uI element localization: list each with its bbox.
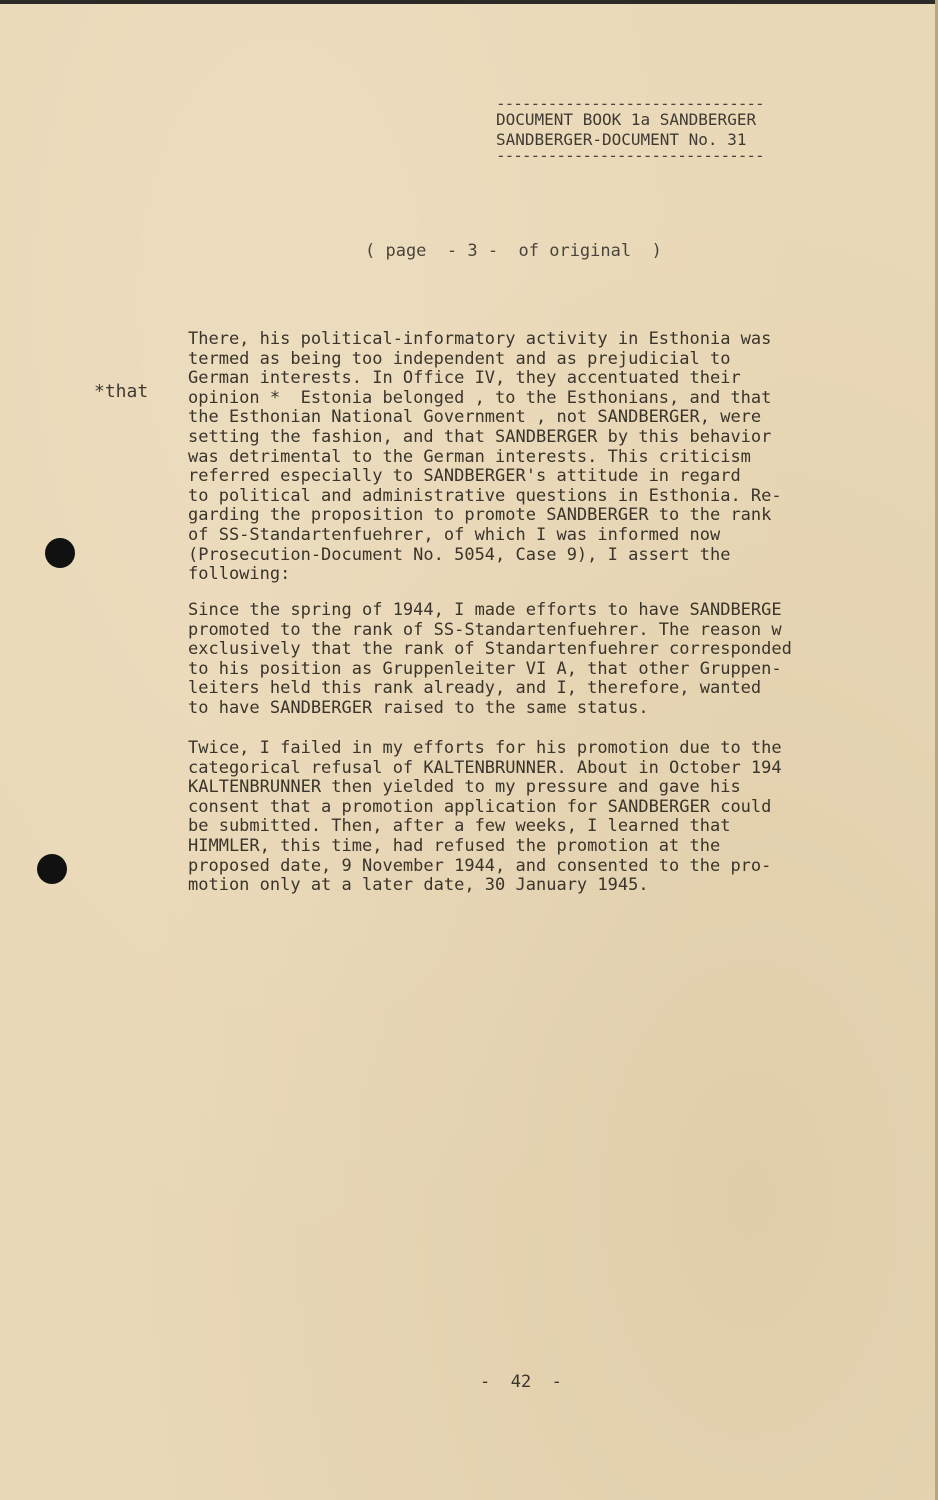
- punch-hole: [37, 854, 67, 884]
- page-top-edge: [0, 0, 938, 4]
- header-rule-bottom: -------------------------------: [496, 150, 764, 162]
- header-line-1: DOCUMENT BOOK 1a SANDBERGER: [496, 110, 757, 129]
- header-line-2: SANDBERGER-DOCUMENT No. 31: [496, 130, 747, 149]
- margin-note: *that: [94, 381, 149, 402]
- paragraph-1: There, his political-informatory activity in Esthonia was termed as being too independent and as prejudicial to German interests. In Office IV, they accentuated their opinion * Estonia belonged , to the Esthonians, and that the Esthonian National Government , not SANDBERGER, were setting the fashion, and that SANDBERGER by this behavior was detrimental to the German interests. This criticism referred especially to SANDBERGER's attitude in regard to political and administrative questions in Esthonia. Re- garding the proposition to promote SANDBERGER to the rank of SS-Standartenfuehrer, of which I was informed now (Prosecution-Document No. 5054, Case 9), I assert the following:: [188, 329, 782, 585]
- page-number: - 42 -: [480, 1372, 562, 1392]
- header-rule-top: -------------------------------: [496, 98, 764, 110]
- paragraph-2: Since the spring of 1944, I made efforts to have SANDBERGE promoted to the rank of SS-Standartenfuehrer. The reason w exclusively that the rank of Standartenfuehrer corresponded to his position as Gruppenleiter VI A, that other Gruppen- leiters held this rank already, and I, therefore, wanted to have SANDBERGER raised to the same status.: [188, 600, 792, 718]
- paragraph-3: Twice, I failed in my efforts for his promotion due to the categorical refusal of KALTENBRUNNER. About in October 194 KALTENBRUNNER then yielded to my pressure and gave his consent that a promotion application for SANDBERGER could be submitted. Then, after a few weeks, I learned that HIMMLER, this time, had refused the promotion at the proposed date, 9 November 1944, and consented to the pro- motion only at a later date, 30 January 1945.: [188, 738, 782, 896]
- document-header: [496, 98, 818, 162]
- punch-hole: [45, 538, 75, 568]
- page-reference: ( page - 3 - of original ): [365, 241, 662, 261]
